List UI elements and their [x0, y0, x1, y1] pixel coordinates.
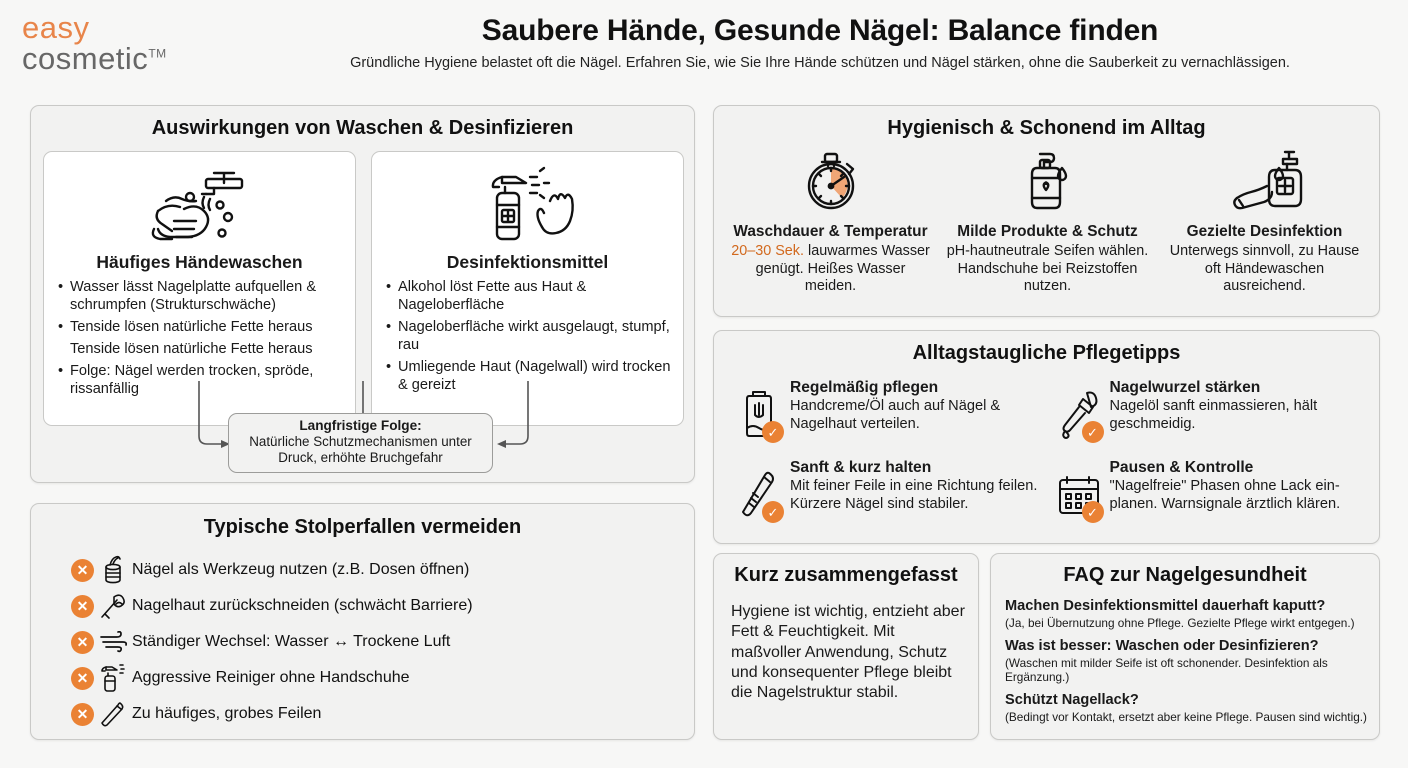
- effects-card-disinfectant: [371, 151, 684, 426]
- effects-card-row: [43, 151, 684, 426]
- stopwatch-icon: [728, 148, 933, 216]
- pitfall-text: Nägel als Werkzeug nutzen (z.B. Dosen öffnen): [132, 561, 470, 578]
- page-header: [250, 14, 1390, 71]
- effects-bullet: Tenside lösen natürliche Fette heraus: [70, 341, 313, 358]
- nail-file-icon: [94, 700, 132, 728]
- effects-card-handwashing: [43, 151, 356, 426]
- dropper-icon: [1048, 379, 1110, 451]
- cross-badge-icon: ✕: [71, 631, 94, 654]
- effects-bullet-list: [56, 278, 343, 403]
- faq-question: Machen Desinfektionsmittel dauerhaft kaputt?: [1005, 598, 1326, 614]
- panel-summary-title: Kurz zusammengefasst: [734, 564, 958, 586]
- consequence-label: Langfristige Folge:: [299, 418, 422, 433]
- panel-effects-title: Auswirkungen von Waschen & Desinfizieren: [151, 117, 574, 139]
- hygiene-text: [945, 243, 1150, 296]
- panel-pitfalls: [30, 503, 695, 740]
- pitfall-text: Aggressive Reiniger ohne Handschuhe: [132, 669, 410, 686]
- tip-text: "Nagelfreie" Phasen ohne Lack ein-planen. Warnsignale ärztlich klären.: [1109, 478, 1341, 512]
- hand-cream-tube-icon: [728, 379, 790, 451]
- tip-item: [728, 455, 1048, 535]
- effects-card-heading: Desinfektionsmittel: [446, 252, 609, 272]
- faq-answer: (Waschen mit milder Seife ist oft schonender. Desinfektion als Ergänzung.): [1005, 655, 1328, 684]
- pitfall-text: Ständiger Wechsel: Wasser ↔ Trockene Luft: [132, 633, 451, 650]
- effects-bullet: • Nageloberfläche wirkt ausgelaugt, stumpf, rau: [384, 318, 671, 354]
- hygiene-heading: Gezielte Desinfektion: [1186, 223, 1343, 240]
- effects-bullet: • Alkohol löst Fette aus Haut & Nageloberfläche: [384, 278, 671, 314]
- hand-sanitizer-icon: [1162, 148, 1367, 216]
- effects-card-heading: Häufiges Händewaschen: [96, 252, 303, 272]
- faq-item: [1005, 638, 1369, 684]
- consequence-box: [228, 413, 493, 473]
- wind-icon: [94, 631, 132, 653]
- pitfall-item: [71, 696, 671, 732]
- nail-file-icon: [728, 459, 790, 531]
- brand-line-1: easy: [22, 10, 90, 45]
- effects-bullet: • Umliegende Haut (Nagelwall) wird trocken & gereizt: [384, 358, 671, 394]
- panel-tips-title: Alltagstaugliche Pflegetipps: [912, 342, 1181, 364]
- faq-item: [1005, 598, 1369, 630]
- page-subtitle: Gründliche Hygiene belastet oft die Nägel. Erfahren Sie, wie Sie Ihre Hände schützen und Nägel stärken, ohne die Sauberkeit zu vernachlässigen.: [350, 55, 1290, 71]
- pitfall-item: [71, 624, 671, 660]
- panel-hygiene: [713, 105, 1380, 317]
- cuticle-cutter-icon: [94, 592, 132, 620]
- hygiene-body: Unterwegs sinnvoll, zu Hause oft Händewaschen ausreichend.: [1169, 243, 1360, 295]
- pitfalls-list: [71, 552, 671, 732]
- tip-item: [728, 375, 1048, 455]
- handwashing-icon: [144, 166, 256, 246]
- hygiene-column-disinfection: [1156, 148, 1373, 296]
- tips-grid: [728, 375, 1367, 535]
- pitfall-item: [71, 552, 671, 588]
- hygiene-body: lauwarmes Wasser genügt. Heißes Wasser meiden.: [755, 243, 930, 295]
- tip-item: [1048, 455, 1368, 535]
- effects-bullet: • Tenside lösen natürliche Fette heraus: [56, 318, 343, 336]
- effects-bullet: • Folge: Nägel werden trocken, spröde, rissanfällig: [56, 362, 343, 398]
- panel-summary: [713, 553, 979, 740]
- tip-text: Mit feiner Feile in eine Richtung feilen. Kürzere Nägel sind stabiler.: [790, 478, 1038, 512]
- tip-item: [1048, 375, 1368, 455]
- hygiene-columns: [722, 148, 1373, 296]
- can-opening-icon: [94, 555, 132, 585]
- soap-dispenser-icon: [945, 148, 1150, 216]
- cross-badge-icon: ✕: [71, 559, 94, 582]
- faq-list: [1005, 598, 1369, 732]
- pitfall-item: [71, 588, 671, 624]
- tip-heading: Sanft & kurz halten: [790, 459, 932, 476]
- brand-line-2: [22, 43, 167, 74]
- faq-answer: (Bedingt vor Kontakt, ersetzt aber keine Pflege. Pausen sind wichtig.): [1005, 709, 1367, 724]
- summary-text: Hygiene ist wichtig, entzieht aber Fett & Feuchtigkeit. Mit maßvoller Anwendung, Schutz und konsequenter Pflege bleibt die Nagelstruktur stabil.: [731, 603, 965, 702]
- pitfall-text: Nagelhaut zurückschneiden (schwächt Barriere): [132, 597, 473, 614]
- trademark-mark: TM: [148, 46, 167, 61]
- cross-badge-icon: ✕: [71, 703, 94, 726]
- hygiene-text: [728, 243, 933, 296]
- check-badge-icon: ✓: [762, 421, 784, 443]
- page-title: Saubere Hände, Gesunde Nägel: Balance finden: [481, 14, 1159, 47]
- cross-badge-icon: ✕: [71, 595, 94, 618]
- consequence-text: Natürliche Schutzmechanismen unter Druck, erhöhte Bruchgefahr: [249, 434, 472, 465]
- hygiene-column-products: [939, 148, 1156, 296]
- tip-body: [790, 379, 1042, 451]
- effects-bullet-list: [384, 278, 671, 399]
- faq-question: Was ist besser: Waschen oder Desinfizieren?: [1005, 637, 1319, 654]
- tip-body: [1110, 379, 1362, 451]
- tip-body: [790, 459, 1042, 531]
- spray-bottle-icon: [94, 662, 132, 694]
- tip-heading: Pausen & Kontrolle: [1109, 459, 1254, 476]
- hygiene-heading: Milde Produkte & Schutz: [957, 223, 1138, 240]
- panel-faq: [990, 553, 1380, 740]
- pitfall-text: Zu häufiges, grobes Feilen: [132, 705, 322, 722]
- calendar-icon: [1048, 459, 1110, 531]
- brand-logo: [22, 12, 167, 74]
- pitfall-item: [71, 660, 671, 696]
- hygiene-highlight: 20–30 Sek.: [731, 243, 804, 259]
- panel-tips: [713, 330, 1380, 544]
- tip-text: Nagelöl sanft einmassieren, hält geschmeidig.: [1109, 398, 1318, 432]
- tip-heading: Nagelwurzel stärken: [1109, 379, 1261, 396]
- disinfectant-spray-icon: [472, 166, 584, 246]
- hygiene-text: [1162, 243, 1367, 296]
- tip-text: Handcreme/Öl auch auf Nägel & Nagelhaut verteilen.: [790, 398, 1001, 432]
- check-badge-icon: ✓: [762, 501, 784, 523]
- hygiene-column-duration: [722, 148, 939, 296]
- panel-hygiene-title: Hygienisch & Schonend im Alltag: [887, 117, 1206, 139]
- faq-question: Schützt Nagellack?: [1005, 692, 1139, 709]
- panel-faq-title: FAQ zur Nagelgesundheit: [1063, 564, 1307, 586]
- tip-heading: Regelmäßig pflegen: [790, 379, 939, 396]
- panel-pitfalls-title: Typische Stolperfallen vermeiden: [203, 516, 522, 538]
- faq-item: [1005, 692, 1369, 724]
- cross-badge-icon: ✕: [71, 667, 94, 690]
- effects-bullet: • Wasser lässt Nagelplatte aufquellen & schrumpfen (Strukturschwäche): [56, 278, 343, 314]
- check-badge-icon: ✓: [1082, 421, 1104, 443]
- faq-answer: (Ja, bei Übernutzung ohne Pflege. Gezielte Pflege wirkt entgegen.): [1005, 615, 1355, 630]
- hygiene-heading: Waschdauer & Temperatur: [733, 223, 928, 240]
- tip-body: [1110, 459, 1362, 531]
- hygiene-body: pH-hautneutrale Seifen wählen. Handschuhe bei Reizstoffen nutzen.: [946, 243, 1149, 295]
- brand-line-2-text: cosmetic: [22, 41, 149, 76]
- check-badge-icon: ✓: [1082, 501, 1104, 523]
